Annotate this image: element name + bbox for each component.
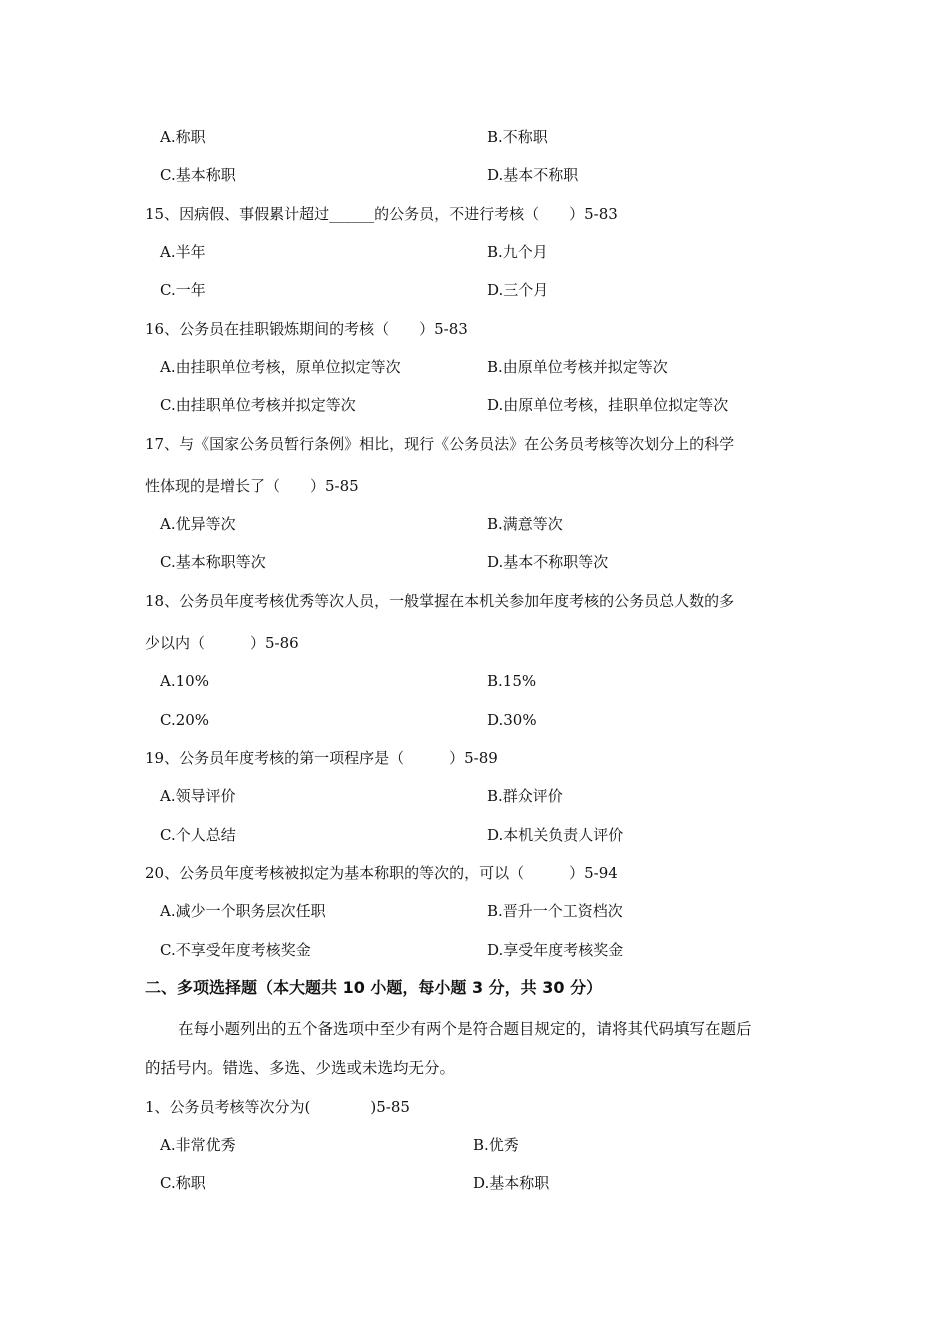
q17-option-b: B.满意等次 — [487, 515, 563, 533]
q18-option-d: D.30% — [487, 711, 537, 729]
q17-option-a: A.优异等次 — [160, 515, 236, 533]
mq1-option-c: C.称职 — [160, 1174, 206, 1192]
mq1-stem: 1、公务员考核等次分为( )5-85 — [145, 1098, 410, 1116]
q19-stem: 19、公务员年度考核的第一项程序是（ ）5-89 — [145, 749, 498, 767]
q20-stem: 20、公务员年度考核被拟定为基本称职的等次的，可以（ ）5-94 — [145, 864, 618, 882]
section2-instruction-line2: 的括号内。错选、多选、少选或未选均无分。 — [145, 1059, 456, 1077]
q18-option-c: C.20% — [160, 711, 210, 729]
q15-stem: 15、因病假、事假累计超过______的公务员，不进行考核（ ）5-83 — [145, 205, 618, 223]
q19-option-c: C.个人总结 — [160, 826, 236, 844]
q17-stem-line1: 17、与《国家公务员暂行条例》相比，现行《公务员法》在公务员考核等次划分上的科学 — [145, 435, 735, 453]
q18-option-a: A.10% — [160, 672, 209, 690]
q20-option-c: C.不享受年度考核奖金 — [160, 941, 311, 959]
q19-option-d: D.本机关负责人评价 — [487, 826, 624, 844]
mq1-option-a: A.非常优秀 — [160, 1136, 236, 1154]
q16-option-d: D.由原单位考核，挂职单位拟定等次 — [487, 396, 729, 414]
q20-option-b: B.晋升一个工资档次 — [487, 902, 623, 920]
q18-stem-line2: 少以内（ ）5-86 — [145, 634, 299, 652]
q16-option-b: B.由原单位考核并拟定等次 — [487, 358, 668, 376]
mq1-option-b: B.优秀 — [473, 1136, 519, 1154]
q19-option-a: A.领导评价 — [160, 787, 236, 805]
q15-option-a: A.半年 — [160, 243, 206, 261]
q14-option-d: D.基本不称职 — [487, 166, 579, 184]
q19-option-b: B.群众评价 — [487, 787, 563, 805]
q14-option-b: B.不称职 — [487, 128, 548, 146]
q15-option-d: D.三个月 — [487, 281, 549, 299]
q17-option-c: C.基本称职等次 — [160, 553, 266, 571]
q17-stem-line2: 性体现的是增长了（ ）5-85 — [145, 477, 359, 495]
q20-option-a: A.减少一个职务层次任职 — [160, 902, 326, 920]
q16-stem: 16、公务员在挂职锻炼期间的考核（ ）5-83 — [145, 320, 468, 338]
section2-instruction-line1: 在每小题列出的五个备选项中至少有两个是符合题目规定的，请将其代码填写在题后 — [178, 1020, 752, 1038]
q16-option-a: A.由挂职单位考核，原单位拟定等次 — [160, 358, 401, 376]
q15-option-c: C.一年 — [160, 281, 206, 299]
q20-option-d: D.享受年度考核奖金 — [487, 941, 624, 959]
q18-option-b: B.15% — [487, 672, 537, 690]
q18-stem-line1: 18、公务员年度考核优秀等次人员，一般掌握在本机关参加年度考核的公务员总人数的多 — [145, 592, 735, 610]
q15-option-b: B.九个月 — [487, 243, 548, 261]
q14-option-a: A.称职 — [160, 128, 206, 146]
q16-option-c: C.由挂职单位考核并拟定等次 — [160, 396, 356, 414]
q17-option-d: D.基本不称职等次 — [487, 553, 609, 571]
mq1-option-d: D.基本称职 — [473, 1174, 550, 1192]
q14-option-c: C.基本称职 — [160, 166, 236, 184]
section2-heading: 二、多项选择题（本大题共 10 小题，每小题 3 分，共 30 分） — [145, 978, 603, 997]
